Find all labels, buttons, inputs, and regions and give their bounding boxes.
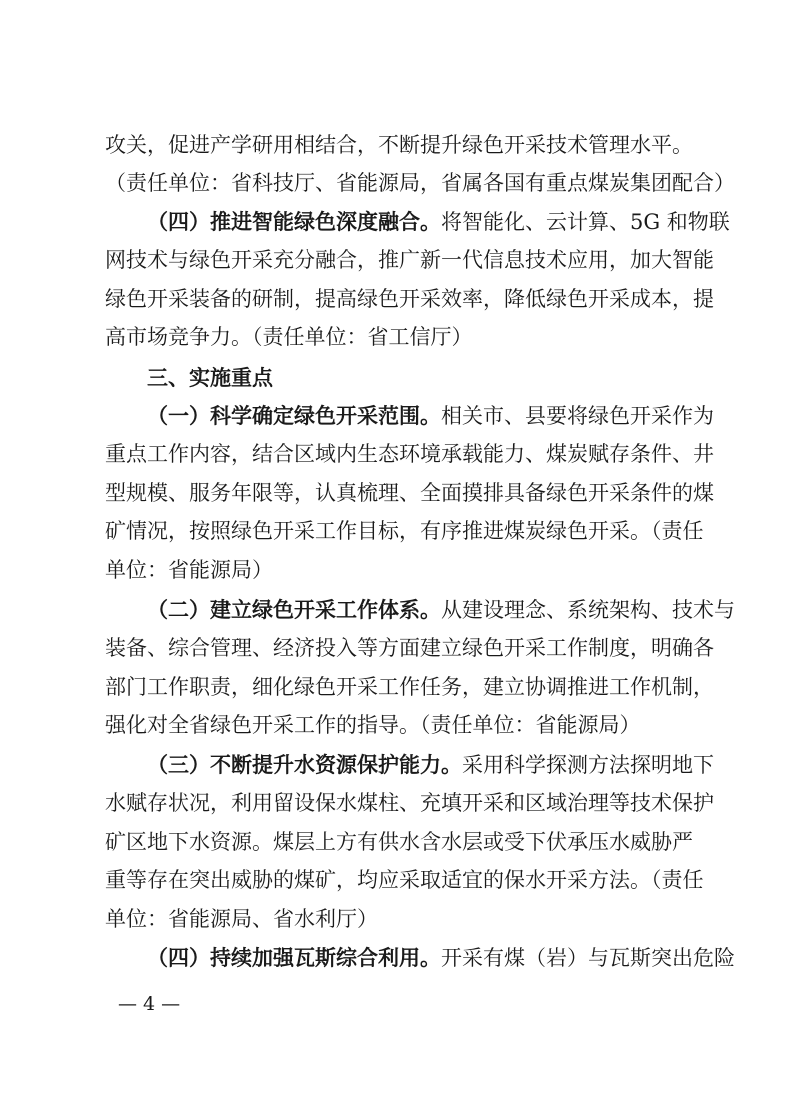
body-text: 采用科学探测方法探明地下	[462, 753, 714, 777]
body-text: 相关市、县要将绿色开采作为	[441, 404, 714, 428]
body-line: 网技术与绿色开采充分融合，推广新一代信息技术应用，加大智能	[105, 248, 714, 272]
section-heading: 三、实施重点	[147, 366, 273, 390]
body-text: 开采有煤（岩）与瓦斯突出危险	[441, 946, 735, 970]
paragraph-title: （三）不断提升水资源保护能力。	[147, 752, 462, 777]
body-line: 强化对全省绿色开采工作的指导。（责任单位：省能源局）	[105, 713, 641, 737]
body-line: （责任单位：省科技厅、省能源局，省属各国有重点煤炭集团配合）	[105, 171, 735, 195]
page-number: — 4 —	[118, 993, 181, 1015]
paragraph-title: （一）科学确定绿色开采范围。	[147, 403, 441, 428]
paragraph-first-line	[147, 400, 714, 432]
body-line: 型规模、服务年限等，认真梳理、全面摸排具备绿色开采条件的煤	[105, 481, 714, 505]
paragraph-first-line	[147, 594, 735, 626]
body-line: 攻关，促进产学研用相结合，不断提升绿色开采技术管理水平。	[105, 133, 693, 157]
body-line: 装备、综合管理、经济投入等方面建立绿色开采工作制度，明确各	[105, 636, 714, 660]
body-text: 将智能化、云计算、5G 和物联	[441, 210, 730, 234]
body-line: 单位：省能源局、省水利厅）	[105, 907, 378, 931]
body-line: 绿色开采装备的研制，提高绿色开采效率，降低绿色开采成本，提	[105, 287, 714, 311]
paragraph-first-line	[147, 206, 730, 238]
body-line: 水赋存状况，利用留设保水煤柱、充填开采和区域治理等技术保护	[105, 791, 714, 815]
paragraph-title: （四）推进智能绿色深度融合。	[147, 209, 441, 234]
body-line: 高市场竞争力。（责任单位：省工信厅）	[105, 325, 473, 349]
body-line: 部门工作职责，细化绿色开采工作任务，建立协调推进工作机制，	[105, 675, 714, 699]
body-line: 重点工作内容，结合区域内生态环境承载能力、煤炭赋存条件、井	[105, 442, 714, 466]
paragraph-first-line	[147, 749, 714, 781]
body-line: 矿区地下水资源。煤层上方有供水含水层或受下伏承压水威胁严	[105, 830, 693, 854]
body-line: 重等存在突出威胁的煤矿，均应采取适宜的保水开采方法。（责任	[105, 868, 704, 892]
paragraph-first-line	[147, 942, 735, 974]
body-line: 单位：省能源局）	[105, 558, 273, 582]
body-text: 从建设理念、系统架构、技术与	[441, 598, 735, 622]
paragraph-title: （二）建立绿色开采工作体系。	[147, 597, 441, 622]
paragraph-title: （四）持续加强瓦斯综合利用。	[147, 945, 441, 970]
body-line: 矿情况，按照绿色开采工作目标，有序推进煤炭绿色开采。（责任	[105, 519, 704, 543]
